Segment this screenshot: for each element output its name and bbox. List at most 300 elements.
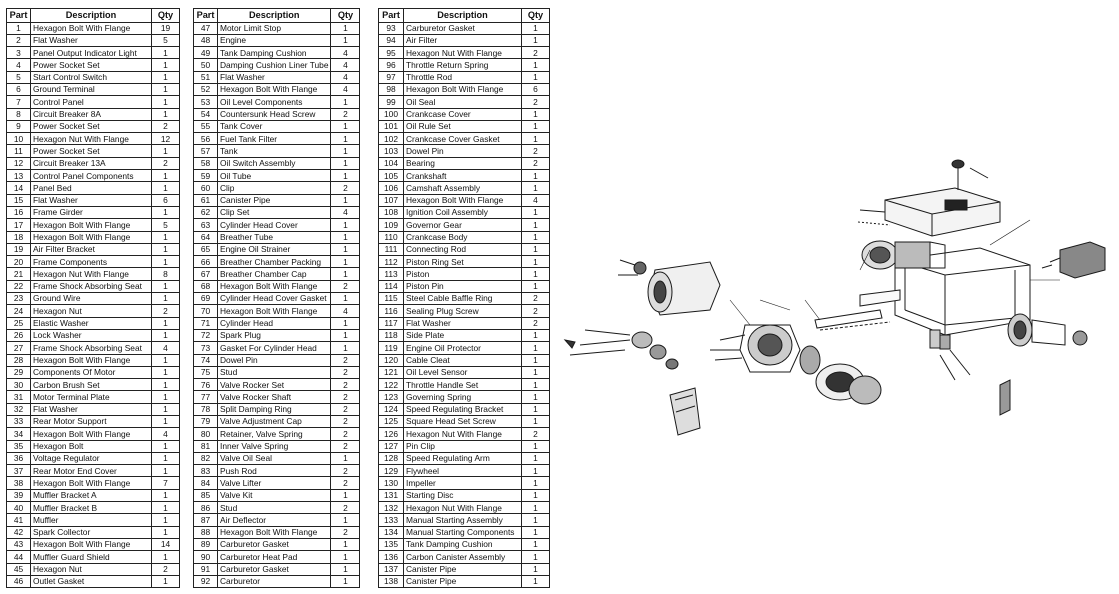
part-number-cell: 28 bbox=[7, 354, 31, 366]
description-cell: Countersunk Head Screw bbox=[218, 108, 331, 120]
qty-cell: 19 bbox=[152, 22, 180, 34]
table-row bbox=[7, 416, 180, 428]
qty-cell: 1 bbox=[152, 293, 180, 305]
table-row bbox=[379, 575, 550, 587]
parts-table-1 bbox=[6, 8, 180, 588]
qty-cell: 1 bbox=[522, 416, 550, 428]
qty-cell: 1 bbox=[522, 489, 550, 501]
table-row bbox=[7, 108, 180, 120]
description-cell: Ground Wire bbox=[31, 293, 152, 305]
table-row bbox=[7, 342, 180, 354]
part-number-cell: 125 bbox=[379, 416, 404, 428]
qty-cell: 4 bbox=[522, 194, 550, 206]
description-cell: Outlet Gasket bbox=[31, 575, 152, 587]
description-cell: Hexagon Bolt With Flange bbox=[31, 219, 152, 231]
part-number-cell: 25 bbox=[7, 317, 31, 329]
description-cell: Hexagon Bolt With Flange bbox=[218, 83, 331, 95]
table-row bbox=[194, 526, 360, 538]
description-cell: Flat Washer bbox=[31, 403, 152, 415]
description-cell: Piston bbox=[404, 268, 522, 280]
qty-cell: 1 bbox=[331, 219, 360, 231]
table-row bbox=[194, 256, 360, 268]
table-row bbox=[7, 47, 180, 59]
part-number-cell: 105 bbox=[379, 170, 404, 182]
qty-cell: 6 bbox=[152, 194, 180, 206]
qty-cell: 1 bbox=[522, 59, 550, 71]
qty-cell: 2 bbox=[331, 428, 360, 440]
description-cell: Push Rod bbox=[218, 465, 331, 477]
qty-cell: 1 bbox=[152, 206, 180, 218]
table-row bbox=[194, 170, 360, 182]
description-cell: Throttle Rod bbox=[404, 71, 522, 83]
description-cell: Hexagon Bolt With Flange bbox=[31, 354, 152, 366]
qty-cell: 1 bbox=[522, 170, 550, 182]
description-cell: Crankcase Cover bbox=[404, 108, 522, 120]
table-row bbox=[379, 526, 550, 538]
column-header-part: Part bbox=[7, 9, 31, 23]
description-cell: Air Deflector bbox=[218, 514, 331, 526]
qty-cell: 8 bbox=[152, 268, 180, 280]
column-header-part: Part bbox=[194, 9, 218, 23]
qty-cell: 1 bbox=[522, 231, 550, 243]
table-row bbox=[194, 551, 360, 563]
part-number-cell: 96 bbox=[379, 59, 404, 71]
table-row bbox=[194, 231, 360, 243]
part-number-cell: 106 bbox=[379, 182, 404, 194]
qty-cell: 1 bbox=[522, 219, 550, 231]
part-number-cell: 38 bbox=[7, 477, 31, 489]
table-row bbox=[7, 366, 180, 378]
description-cell: Tank Damping Cushion bbox=[218, 47, 331, 59]
qty-cell: 2 bbox=[522, 317, 550, 329]
description-cell: Side Plate bbox=[404, 329, 522, 341]
part-number-cell: 14 bbox=[7, 182, 31, 194]
table-row bbox=[194, 47, 360, 59]
table-row bbox=[7, 170, 180, 182]
qty-cell: 1 bbox=[522, 514, 550, 526]
part-number-cell: 87 bbox=[194, 514, 218, 526]
air-filter-drawing bbox=[618, 260, 720, 315]
qty-cell: 1 bbox=[152, 440, 180, 452]
description-cell: Flat Washer bbox=[218, 71, 331, 83]
qty-cell: 1 bbox=[152, 256, 180, 268]
description-cell: Carbon Canister Assembly bbox=[404, 551, 522, 563]
qty-cell: 2 bbox=[152, 305, 180, 317]
description-cell: Manual Starting Assembly bbox=[404, 514, 522, 526]
part-number-cell: 4 bbox=[7, 59, 31, 71]
table-row bbox=[379, 293, 550, 305]
qty-cell: 2 bbox=[331, 403, 360, 415]
table-row bbox=[379, 452, 550, 464]
description-cell: Hexagon Bolt With Flange bbox=[218, 526, 331, 538]
exploded-parts-diagram bbox=[560, 150, 1110, 450]
qty-cell: 1 bbox=[331, 329, 360, 341]
table-row bbox=[379, 379, 550, 391]
description-cell: Valve Lifter bbox=[218, 477, 331, 489]
table-row bbox=[194, 391, 360, 403]
description-cell: Hexagon Nut With Flange bbox=[404, 428, 522, 440]
qty-cell: 1 bbox=[152, 526, 180, 538]
description-cell: Hexagon Bolt With Flange bbox=[218, 305, 331, 317]
part-number-cell: 97 bbox=[379, 71, 404, 83]
table-row bbox=[7, 120, 180, 132]
table-row bbox=[194, 194, 360, 206]
part-number-cell: 51 bbox=[194, 71, 218, 83]
description-cell: Canister Pipe bbox=[404, 575, 522, 587]
part-number-cell: 128 bbox=[379, 452, 404, 464]
qty-cell: 1 bbox=[522, 206, 550, 218]
part-number-cell: 73 bbox=[194, 342, 218, 354]
qty-cell: 1 bbox=[522, 551, 550, 563]
part-number-cell: 46 bbox=[7, 575, 31, 587]
qty-cell: 1 bbox=[152, 551, 180, 563]
description-cell: Engine bbox=[218, 34, 331, 46]
qty-cell: 1 bbox=[522, 182, 550, 194]
table-row bbox=[379, 206, 550, 218]
table-row bbox=[7, 305, 180, 317]
part-number-cell: 20 bbox=[7, 256, 31, 268]
part-number-cell: 95 bbox=[379, 47, 404, 59]
muffler-drawing bbox=[565, 330, 700, 435]
qty-cell: 12 bbox=[152, 133, 180, 145]
table-row bbox=[379, 22, 550, 34]
qty-cell: 5 bbox=[152, 34, 180, 46]
part-number-cell: 76 bbox=[194, 379, 218, 391]
description-cell: Muffler Bracket A bbox=[31, 489, 152, 501]
description-cell: Breather Tube bbox=[218, 231, 331, 243]
part-number-cell: 58 bbox=[194, 157, 218, 169]
qty-cell: 2 bbox=[331, 465, 360, 477]
part-number-cell: 86 bbox=[194, 502, 218, 514]
table-row bbox=[379, 403, 550, 415]
table-row bbox=[194, 379, 360, 391]
part-number-cell: 93 bbox=[379, 22, 404, 34]
table-row bbox=[7, 59, 180, 71]
part-number-cell: 9 bbox=[7, 120, 31, 132]
description-cell: Hexagon Bolt With Flange bbox=[31, 428, 152, 440]
qty-cell: 1 bbox=[152, 170, 180, 182]
qty-cell: 1 bbox=[522, 243, 550, 255]
description-cell: Spark Collector bbox=[31, 526, 152, 538]
part-number-cell: 112 bbox=[379, 256, 404, 268]
description-cell: Voltage Regulator bbox=[31, 452, 152, 464]
qty-cell: 4 bbox=[331, 59, 360, 71]
qty-cell: 4 bbox=[331, 83, 360, 95]
table-row bbox=[7, 293, 180, 305]
description-cell: Manual Starting Components bbox=[404, 526, 522, 538]
part-number-cell: 42 bbox=[7, 526, 31, 538]
table-row bbox=[379, 120, 550, 132]
description-cell: Panel Output Indicator Light bbox=[31, 47, 152, 59]
part-number-cell: 121 bbox=[379, 366, 404, 378]
table-row bbox=[379, 256, 550, 268]
qty-cell: 1 bbox=[152, 71, 180, 83]
table-row bbox=[194, 329, 360, 341]
qty-cell: 1 bbox=[331, 170, 360, 182]
description-cell: Flat Washer bbox=[404, 317, 522, 329]
description-cell: Square Head Set Screw bbox=[404, 416, 522, 428]
qty-cell: 1 bbox=[331, 268, 360, 280]
table-row bbox=[7, 563, 180, 575]
qty-cell: 1 bbox=[152, 416, 180, 428]
table-row bbox=[7, 182, 180, 194]
table-row bbox=[7, 538, 180, 550]
description-cell: Frame Shock Absorbing Seat bbox=[31, 342, 152, 354]
description-cell: Hexagon Nut With Flange bbox=[404, 47, 522, 59]
qty-cell: 1 bbox=[152, 280, 180, 292]
table-row bbox=[7, 219, 180, 231]
qty-cell: 1 bbox=[152, 354, 180, 366]
description-cell: Dowel Pin bbox=[404, 145, 522, 157]
part-number-cell: 126 bbox=[379, 428, 404, 440]
table-row bbox=[7, 403, 180, 415]
part-number-cell: 107 bbox=[379, 194, 404, 206]
table-row bbox=[7, 502, 180, 514]
description-cell: Cylinder Head bbox=[218, 317, 331, 329]
table-row bbox=[379, 231, 550, 243]
description-cell: Hexagon Bolt With Flange bbox=[404, 194, 522, 206]
table-row bbox=[379, 502, 550, 514]
description-cell: Cylinder Head Cover bbox=[218, 219, 331, 231]
description-cell: Components Of Motor bbox=[31, 366, 152, 378]
description-cell: Valve Kit bbox=[218, 489, 331, 501]
column-header-qty: Qty bbox=[152, 9, 180, 23]
description-cell: Cable Cleat bbox=[404, 354, 522, 366]
table-row bbox=[7, 231, 180, 243]
part-number-cell: 44 bbox=[7, 551, 31, 563]
description-cell: Flat Washer bbox=[31, 34, 152, 46]
description-cell: Hexagon Bolt With Flange bbox=[31, 231, 152, 243]
qty-cell: 1 bbox=[152, 96, 180, 108]
qty-cell: 1 bbox=[331, 133, 360, 145]
qty-cell: 1 bbox=[152, 329, 180, 341]
part-number-cell: 102 bbox=[379, 133, 404, 145]
table-row bbox=[7, 280, 180, 292]
description-cell: Carburetor Heat Pad bbox=[218, 551, 331, 563]
part-number-cell: 75 bbox=[194, 366, 218, 378]
part-number-cell: 32 bbox=[7, 403, 31, 415]
table-row bbox=[194, 465, 360, 477]
table-row bbox=[194, 317, 360, 329]
description-cell: Lock Washer bbox=[31, 329, 152, 341]
part-number-cell: 101 bbox=[379, 120, 404, 132]
description-cell: Start Control Switch bbox=[31, 71, 152, 83]
part-number-cell: 94 bbox=[379, 34, 404, 46]
table-header-row bbox=[7, 9, 180, 23]
description-cell: Sealing Plug Screw bbox=[404, 305, 522, 317]
table-row bbox=[379, 477, 550, 489]
part-number-cell: 117 bbox=[379, 317, 404, 329]
qty-cell: 2 bbox=[152, 563, 180, 575]
table-row bbox=[7, 83, 180, 95]
part-number-cell: 77 bbox=[194, 391, 218, 403]
description-cell: Tank Damping Cushion bbox=[404, 538, 522, 550]
description-cell: Flywheel bbox=[404, 465, 522, 477]
description-cell: Valve Rocker Shaft bbox=[218, 391, 331, 403]
description-cell: Rear Motor Support bbox=[31, 416, 152, 428]
part-number-cell: 118 bbox=[379, 329, 404, 341]
part-number-cell: 37 bbox=[7, 465, 31, 477]
qty-cell: 1 bbox=[522, 563, 550, 575]
part-number-cell: 70 bbox=[194, 305, 218, 317]
qty-cell: 1 bbox=[331, 231, 360, 243]
part-number-cell: 115 bbox=[379, 293, 404, 305]
part-number-cell: 35 bbox=[7, 440, 31, 452]
table-row bbox=[7, 551, 180, 563]
part-number-cell: 8 bbox=[7, 108, 31, 120]
part-number-cell: 134 bbox=[379, 526, 404, 538]
part-number-cell: 84 bbox=[194, 477, 218, 489]
table-row bbox=[7, 243, 180, 255]
part-number-cell: 52 bbox=[194, 83, 218, 95]
qty-cell: 1 bbox=[522, 256, 550, 268]
table-row bbox=[194, 182, 360, 194]
qty-cell: 1 bbox=[152, 403, 180, 415]
table-row bbox=[379, 83, 550, 95]
qty-cell: 1 bbox=[522, 71, 550, 83]
part-number-cell: 56 bbox=[194, 133, 218, 145]
qty-cell: 1 bbox=[152, 366, 180, 378]
part-number-cell: 98 bbox=[379, 83, 404, 95]
part-number-cell: 34 bbox=[7, 428, 31, 440]
part-number-cell: 61 bbox=[194, 194, 218, 206]
table-row bbox=[7, 206, 180, 218]
part-number-cell: 133 bbox=[379, 514, 404, 526]
qty-cell: 2 bbox=[331, 354, 360, 366]
description-cell: Stud bbox=[218, 366, 331, 378]
qty-cell: 1 bbox=[522, 133, 550, 145]
part-number-cell: 64 bbox=[194, 231, 218, 243]
table-row bbox=[379, 170, 550, 182]
part-number-cell: 7 bbox=[7, 96, 31, 108]
qty-cell: 1 bbox=[331, 120, 360, 132]
part-number-cell: 10 bbox=[7, 133, 31, 145]
table-row bbox=[194, 403, 360, 415]
description-cell: Hexagon Nut With Flange bbox=[404, 502, 522, 514]
table-row bbox=[7, 34, 180, 46]
description-cell: Power Socket Set bbox=[31, 120, 152, 132]
part-number-cell: 48 bbox=[194, 34, 218, 46]
table-row bbox=[7, 465, 180, 477]
qty-cell: 1 bbox=[152, 108, 180, 120]
part-number-cell: 55 bbox=[194, 120, 218, 132]
qty-cell: 1 bbox=[152, 452, 180, 464]
part-number-cell: 138 bbox=[379, 575, 404, 587]
table-row bbox=[194, 243, 360, 255]
fuel-tank-drawing bbox=[858, 160, 1000, 236]
description-cell: Breather Chamber Packing bbox=[218, 256, 331, 268]
description-cell: Circuit Breaker 13A bbox=[31, 157, 152, 169]
table-row bbox=[7, 71, 180, 83]
qty-cell: 2 bbox=[522, 293, 550, 305]
description-cell: Throttle Handle Set bbox=[404, 379, 522, 391]
qty-cell: 1 bbox=[522, 342, 550, 354]
description-cell: Speed Regulating Arm bbox=[404, 452, 522, 464]
table-row bbox=[7, 452, 180, 464]
description-cell: Oil Level Sensor bbox=[404, 366, 522, 378]
table-row bbox=[379, 194, 550, 206]
description-cell: Hexagon Bolt With Flange bbox=[404, 83, 522, 95]
table-row bbox=[194, 440, 360, 452]
table-row bbox=[194, 538, 360, 550]
table-row bbox=[194, 342, 360, 354]
description-cell: Pin Clip bbox=[404, 440, 522, 452]
qty-cell: 1 bbox=[152, 59, 180, 71]
part-number-cell: 67 bbox=[194, 268, 218, 280]
table-row bbox=[379, 465, 550, 477]
table-row bbox=[379, 71, 550, 83]
qty-cell: 14 bbox=[152, 538, 180, 550]
part-number-cell: 66 bbox=[194, 256, 218, 268]
part-number-cell: 22 bbox=[7, 280, 31, 292]
part-number-cell: 72 bbox=[194, 329, 218, 341]
parts-table-2 bbox=[193, 8, 360, 588]
table-row bbox=[194, 71, 360, 83]
description-cell: Engine Oil Strainer bbox=[218, 243, 331, 255]
description-cell: Carburetor Gasket bbox=[218, 563, 331, 575]
qty-cell: 1 bbox=[331, 575, 360, 587]
part-number-cell: 114 bbox=[379, 280, 404, 292]
qty-cell: 1 bbox=[522, 34, 550, 46]
part-number-cell: 24 bbox=[7, 305, 31, 317]
table-row bbox=[194, 120, 360, 132]
part-number-cell: 119 bbox=[379, 342, 404, 354]
description-cell: Hexagon Nut bbox=[31, 305, 152, 317]
part-number-cell: 50 bbox=[194, 59, 218, 71]
description-cell: Oil Level Components bbox=[218, 96, 331, 108]
qty-cell: 1 bbox=[331, 452, 360, 464]
table-row bbox=[379, 538, 550, 550]
description-cell: Governing Spring bbox=[404, 391, 522, 403]
part-number-cell: 79 bbox=[194, 416, 218, 428]
qty-cell: 2 bbox=[331, 526, 360, 538]
part-number-cell: 113 bbox=[379, 268, 404, 280]
qty-cell: 1 bbox=[522, 526, 550, 538]
table-row bbox=[379, 268, 550, 280]
part-number-cell: 108 bbox=[379, 206, 404, 218]
description-cell: Valve Oil Seal bbox=[218, 452, 331, 464]
table-row bbox=[7, 489, 180, 501]
part-number-cell: 137 bbox=[379, 563, 404, 575]
qty-cell: 1 bbox=[522, 120, 550, 132]
part-number-cell: 16 bbox=[7, 206, 31, 218]
table-row bbox=[194, 83, 360, 95]
qty-cell: 2 bbox=[331, 182, 360, 194]
part-number-cell: 83 bbox=[194, 465, 218, 477]
part-number-cell: 109 bbox=[379, 219, 404, 231]
qty-cell: 1 bbox=[331, 317, 360, 329]
qty-cell: 1 bbox=[331, 194, 360, 206]
description-cell: Damping Cushion Liner Tube bbox=[218, 59, 331, 71]
table-row bbox=[7, 145, 180, 157]
qty-cell: 1 bbox=[331, 243, 360, 255]
table-row bbox=[194, 96, 360, 108]
qty-cell: 2 bbox=[522, 428, 550, 440]
column-header-description: Description bbox=[218, 9, 331, 23]
part-number-cell: 92 bbox=[194, 575, 218, 587]
description-cell: Hexagon Bolt With Flange bbox=[31, 538, 152, 550]
table-row bbox=[194, 452, 360, 464]
table-row bbox=[194, 280, 360, 292]
qty-cell: 2 bbox=[522, 157, 550, 169]
description-cell: Stud bbox=[218, 502, 331, 514]
qty-cell: 1 bbox=[331, 342, 360, 354]
table-row bbox=[379, 366, 550, 378]
table-row bbox=[379, 489, 550, 501]
part-number-cell: 1 bbox=[7, 22, 31, 34]
description-cell: Hexagon Nut With Flange bbox=[31, 268, 152, 280]
part-number-cell: 19 bbox=[7, 243, 31, 255]
